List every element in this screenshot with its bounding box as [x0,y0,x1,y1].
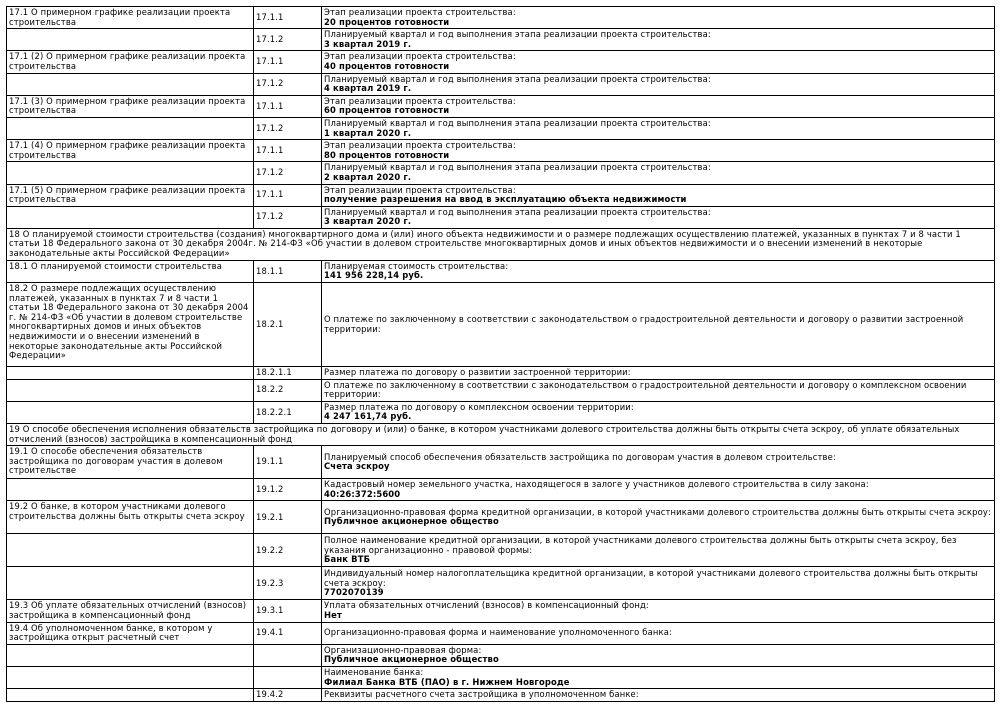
section-title-cell [7,479,254,501]
table-row [7,379,995,401]
field-label: Планируемый квартал и год выполнения этапа реализации проекта строительства: [324,117,711,128]
section-title-cell [7,162,254,184]
table-row [7,534,995,567]
section-title-cell: 17.1 (2) О примерном графике реализации проекта строительства [7,51,254,73]
field-label: Уплата обязательных отчислений (взносов) в компенсационный фонд: [324,600,649,611]
item-number-cell [254,644,322,666]
field-value: 3 квартал 2020 г. [324,216,412,227]
field-label: Этап реализации проекта строительства: [324,95,516,106]
section-title-cell: 17.1 (3) О примерном графике реализации проекта строительства [7,95,254,117]
item-number-cell: 19.2.3 [254,567,322,600]
field-label: Этап реализации проекта строительства: [324,184,516,195]
item-content-cell [322,140,995,162]
field-value: Банк ВТБ [324,554,371,565]
item-content-cell [322,117,995,139]
item-number-cell: 17.1.2 [254,29,322,51]
table-row [7,140,995,162]
item-content-cell [322,600,995,622]
section-title-cell: 18.1 О планируемой стоимости строительства [7,260,254,282]
field-label: Планируемая стоимость строительства: [324,260,509,271]
item-number-cell: 19.4.2 [254,689,322,702]
table-row [7,666,995,688]
item-content-cell [322,184,995,206]
table-row [7,184,995,206]
table-row [7,29,995,51]
table-row [7,95,995,117]
table-row [7,206,995,228]
item-content-cell [322,29,995,51]
section-heading: 19 О способе обеспечения исполнения обязательств застройщика по договору и (или) о банке, в котором участниками долевого строительства должны быть открыты счета эскроу, об уплате обязательных отчислений (взносов) застройщика в компенсационный фонд [7,424,995,446]
item-content-cell [322,73,995,95]
item-content-cell [322,689,995,702]
table-row [7,367,995,380]
field-label: Размер платежа по договору о комплексном освоении территории: [324,401,634,412]
section-title-cell [7,379,254,401]
item-content-cell [322,446,995,479]
field-label: Этап реализации проекта строительства: [324,51,516,62]
item-number-cell: 17.1.1 [254,140,322,162]
field-label: Этап реализации проекта строительства: [324,7,516,17]
table-row [7,283,995,367]
section-title-cell [7,117,254,139]
field-label: Индивидуальный номер налогоплательщика кредитной организации, в которой участниками долевого строительства должны быть открыты счета эскроу: [324,568,978,588]
item-number-cell [254,666,322,688]
item-content-cell [322,534,995,567]
field-value: Нет [324,610,342,620]
section-title-cell [7,534,254,567]
item-number-cell: 17.1.2 [254,162,322,184]
table-row [7,401,995,423]
item-content-cell [322,367,995,380]
item-content-cell [322,401,995,423]
table-row [7,446,995,479]
section-title-cell: 17.1 (5) О примерном графике реализации проекта строительства [7,184,254,206]
field-label: Кадастровый номер земельного участка, находящегося в залоге у участников долевого строительства в силу закона: [324,479,869,490]
item-content-cell [322,95,995,117]
field-value: 40:26:372:5600 [324,488,401,499]
item-content-cell [322,666,995,688]
field-label: Планируемый квартал и год выполнения этапа реализации проекта строительства: [324,206,711,217]
field-value: 7702070139 [324,587,384,598]
item-number-cell: 19.3.1 [254,600,322,622]
section-title-cell: 19.4 Об уполномоченном банке, в котором у застройщика открыт расчетный счет [7,622,254,644]
field-value: Филиал Банка ВТБ (ПАО) в г. Нижнем Новгороде [324,676,570,687]
table-row [7,622,995,644]
item-number-cell: 17.1.1 [254,51,322,73]
table-row [7,689,995,702]
item-number-cell: 19.2.1 [254,501,322,534]
section-title-cell: 19.1 О способе обеспечения обязательств застройщика по договорам участия в долевом строительстве [7,446,254,479]
field-label: О платеже по заключенному в соответствии с законодательством о градостроительной деятельности и договору о комплексном освоении территории: [324,379,967,400]
section-title-cell [7,644,254,666]
table-row [7,73,995,95]
table-row [7,162,995,184]
section-title-cell [7,567,254,600]
item-content-cell [322,206,995,228]
section-title-cell [7,29,254,51]
section-title-cell: 19.2 О банке, в котором участниками долевого строительства должны быть открыты счета эскроу [7,501,254,534]
field-label: Планируемый квартал и год выполнения этапа реализации проекта строительства: [324,29,711,40]
item-content-cell [322,644,995,666]
table-row [7,228,995,260]
table-row [7,567,995,600]
field-value: Публичное акционерное общество [324,654,499,665]
field-value: Счета эскроу [324,461,390,472]
item-content-cell [322,7,995,29]
section-title-cell: 19.3 Об уплате обязательных отчислений (взносов) застройщика в компенсационный фонд [7,600,254,622]
field-value: 4 247 161,74 руб. [324,411,412,422]
section-heading: 18 О планируемой стоимости строительства (создания) многоквартирного дома и (или) иного объекта недвижимости и о размере подлежащих осуществлению платежей, указанных в пунктах 7 и 8 части 1 статьи 18 Федерального закона от 30 декабря 2004г. № 214-ФЗ «Об участии в долевом строительстве многоквартирных домов и иных объектов недвижимости и о внесении изменений в некоторые законодательные акты Российской Федерации» [7,228,995,260]
table-row [7,260,995,282]
table-row [7,51,995,73]
field-value: 3 квартал 2019 г. [324,38,412,49]
section-title-cell: 18.2 О размере подлежащих осуществлению платежей, указанных в пунктах 7 и 8 части 1 статьи 18 Федерального закона от 30 декабря 2004 г. № 214-ФЗ «Об участии в долевом строительстве многоквартирных домов и иных объектов недвижимости и о внесении изменений в некоторые законодательные акты Российской Федерации» [7,283,254,367]
field-label: Этап реализации проекта строительства: [324,140,516,151]
field-label: О платеже по заключенному в соответствии с законодательством о градостроительной деятельности и договору о развитии застроенной территории: [324,313,964,334]
field-label: Наименование банка: [324,666,424,677]
field-label: Реквизиты расчетного счета застройщика в уполномоченном банке: [324,689,639,700]
item-content-cell [322,283,995,367]
section-title-cell [7,401,254,423]
item-number-cell: 19.1.1 [254,446,322,479]
field-value: 141 956 228,14 руб. [324,270,424,281]
table-row [7,7,995,29]
declaration-table [6,6,995,702]
field-value: 2 квартал 2020 г. [324,171,412,182]
field-label: Организационно-правовая форма и наименование уполномоченного банка: [324,627,672,638]
field-label: Организационно-правовая форма кредитной организации, в которой участниками долевого строительства должны быть открыты счета эскроу: [324,506,991,517]
item-number-cell: 17.1.2 [254,206,322,228]
section-title-cell [7,689,254,702]
item-number-cell: 18.2.2 [254,379,322,401]
item-number-cell: 19.2.2 [254,534,322,567]
item-number-cell: 18.1.1 [254,260,322,282]
item-content-cell [322,479,995,501]
field-label: Размер платежа по договору о развитии застроенной территории: [324,367,631,378]
item-content-cell [322,260,995,282]
table-row [7,479,995,501]
item-content-cell [322,162,995,184]
table-row [7,600,995,622]
item-number-cell: 18.2.2.1 [254,401,322,423]
field-label: Планируемый квартал и год выполнения этапа реализации проекта строительства: [324,73,711,84]
item-content-cell [322,501,995,534]
section-title-cell: 17.1 О примерном графике реализации проекта строительства [7,7,254,29]
field-value: 1 квартал 2020 г. [324,127,412,138]
table-row [7,424,995,446]
field-label: Полное наименование кредитной организации, в которой участниками долевого строительства должны быть открыты счета эскроу, без указания организационно - правовой формы: [324,535,957,555]
item-number-cell: 18.2.1 [254,283,322,367]
item-number-cell: 17.1.2 [254,117,322,139]
field-value: 40 процентов готовности [324,60,450,71]
field-value: 20 процентов готовности [324,16,450,27]
field-label: Планируемый способ обеспечения обязательств застройщика по договорам участия в долевом строительстве: [324,451,836,462]
table-row [7,501,995,534]
field-value: 80 процентов готовности [324,149,450,160]
field-label: Планируемый квартал и год выполнения этапа реализации проекта строительства: [324,162,711,173]
field-value: 60 процентов готовности [324,105,450,116]
item-number-cell: 17.1.2 [254,73,322,95]
table-row [7,644,995,666]
item-number-cell: 17.1.1 [254,95,322,117]
item-number-cell: 17.1.1 [254,184,322,206]
item-number-cell: 19.4.1 [254,622,322,644]
table-row [7,117,995,139]
item-number-cell: 19.1.2 [254,479,322,501]
section-title-cell: 17.1 (4) О примерном графике реализации проекта строительства [7,140,254,162]
item-number-cell: 17.1.1 [254,7,322,29]
section-title-cell [7,206,254,228]
item-content-cell [322,567,995,600]
field-value: 4 квартал 2019 г. [324,83,412,94]
item-content-cell [322,379,995,401]
item-content-cell [322,51,995,73]
field-value: Публичное акционерное общество [324,516,499,527]
item-number-cell: 18.2.1.1 [254,367,322,380]
field-label: Организационно-правовая форма: [324,644,482,655]
section-title-cell [7,666,254,688]
section-title-cell [7,73,254,95]
section-title-cell [7,367,254,380]
item-content-cell [322,622,995,644]
field-value: получение разрешения на ввод в эксплуатацию объекта недвижимости [324,194,687,205]
